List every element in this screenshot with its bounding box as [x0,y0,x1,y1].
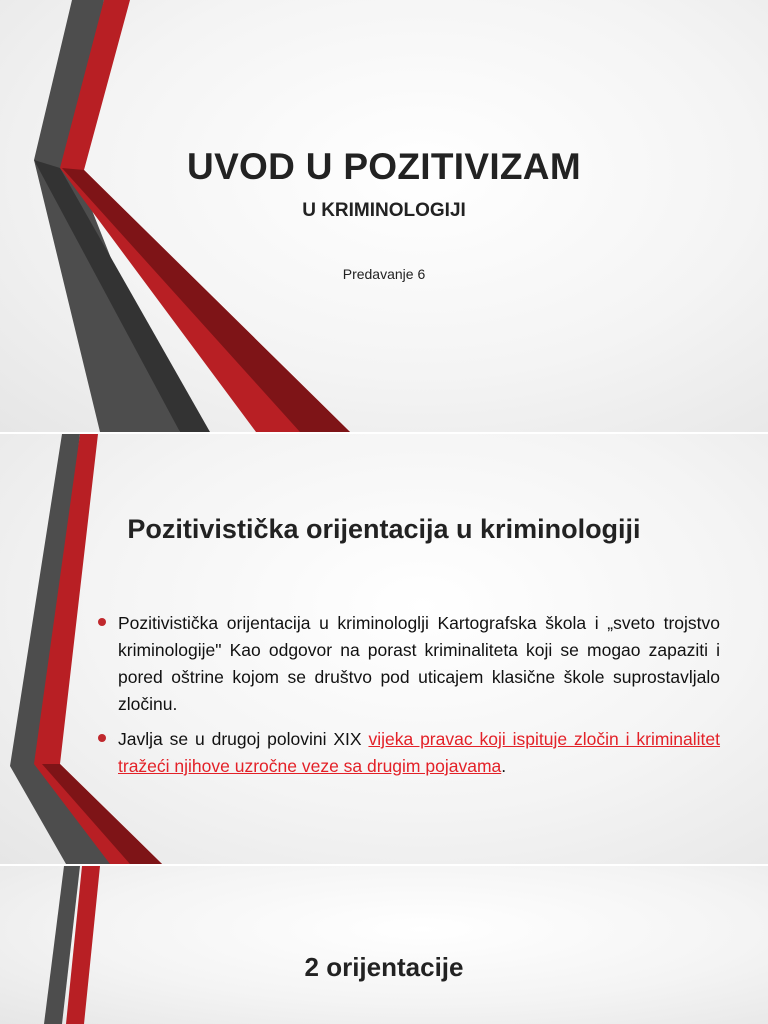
slide-title: 2 orijentacije [304,952,464,982]
lecture-label: Predavanje 6 [342,266,426,282]
slide-title: Pozitivistička orijentacija u kriminologiji [127,514,641,544]
bullet-item [98,726,720,780]
bullet-text: Pozitivistička orijentacija u kriminologlji Kartografska škola i „sveto trojstvo kriminologije" Kao odgovor na porast kriminaliteta koji se mogao zapaziti i pored oštrine kojom se društvo pod uticajem klasične škole suprostavljalo zločinu. [118,613,720,714]
title-slide [0,0,768,432]
slide-title: UVOD U POZITIVIZAM [187,146,581,187]
bullet-item [98,610,720,718]
bullet-icon [98,734,106,742]
content-slide [0,434,768,864]
bullet-text-prefix: Javlja se u drugoj polovini XIX [118,729,369,749]
decorative-stripes [0,866,768,1024]
bullet-list [98,610,720,788]
section-slide [0,866,768,1024]
bullet-link[interactable]: vijeka pravac koji ispituje zločin i kriminalitet tražeći njihove uzročne veze sa drugim pojavama [118,729,721,776]
bullet-text-suffix: . [501,756,507,776]
slide-subtitle: U KRIMINOLOGIJI [302,200,466,221]
bullet-icon [98,618,106,626]
